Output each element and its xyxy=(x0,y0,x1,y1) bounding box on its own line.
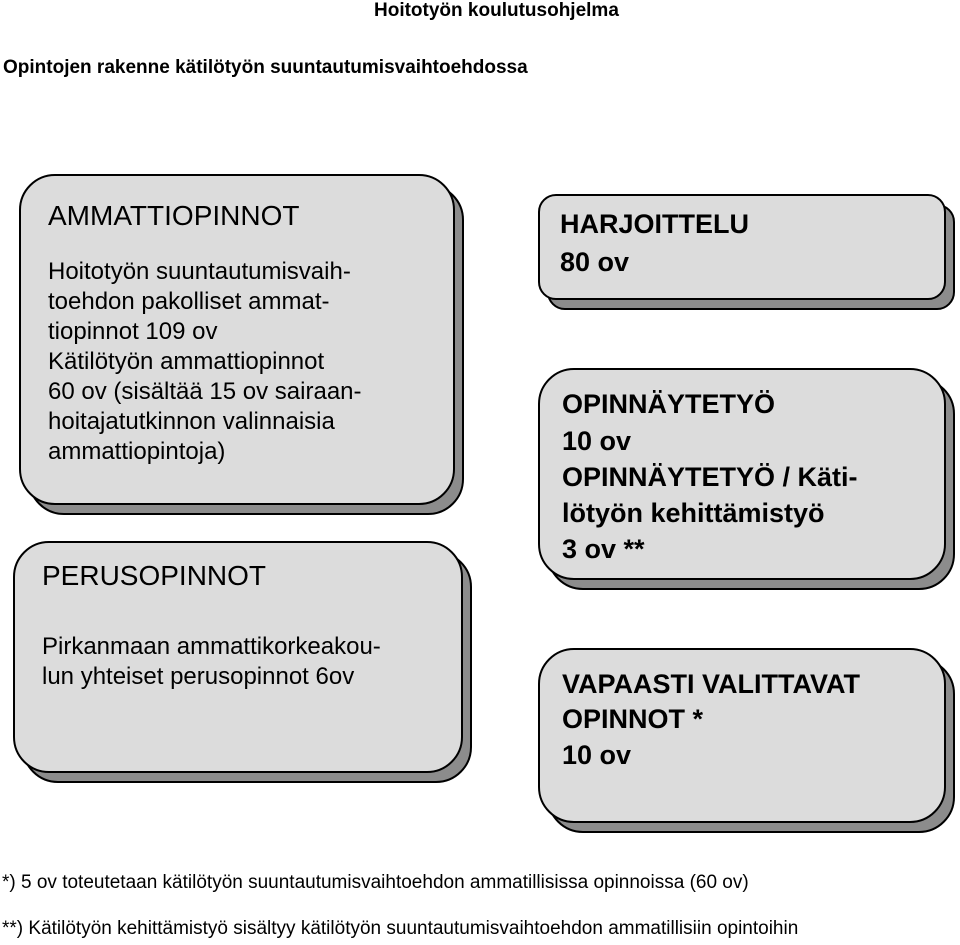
harjoittelu-box xyxy=(538,194,946,300)
vapaasti-line-2: OPINNOT * xyxy=(562,704,704,734)
perusopinnot-heading: PERUSOPINNOT xyxy=(42,560,267,591)
ammattiopinnot-line-5: 60 ov (sisältää 15 ov sairaan- xyxy=(48,378,362,405)
page-title: Hoitotyön koulutusohjelma xyxy=(374,0,619,21)
footnote-1: *) 5 ov toteutetaan kätilötyön suuntautumisvaihtoehdon ammatillisissa opinnoissa (60 ov) xyxy=(2,872,749,893)
ammattiopinnot-line-3: tiopinnot 109 ov xyxy=(48,318,218,345)
ammattiopinnot-heading: AMMATTIOPINNOT xyxy=(48,200,300,231)
opinnaytetyo-line-5: 3 ov ** xyxy=(562,534,645,564)
ammattiopinnot-line-7: ammattiopintoja) xyxy=(48,438,226,465)
opinnaytetyo-line-1: OPINNÄYTETYÖ xyxy=(562,389,776,419)
ammattiopinnot-box xyxy=(19,174,455,505)
opinnaytetyo-line-4: lötyön kehittämistyö xyxy=(562,498,825,528)
opinnaytetyo-line-2: 10 ov xyxy=(562,426,632,456)
ammattiopinnot-line-6: hoitajatutkinnon valinnaisia xyxy=(48,408,335,435)
opinnaytetyo-line-3: OPINNÄYTETYÖ / Käti- xyxy=(562,462,858,492)
ammattiopinnot-line-4: Kätilötyön ammattiopinnot xyxy=(48,348,325,375)
perusopinnot-line-2: lun yhteiset perusopinnot 6ov xyxy=(42,663,355,690)
vapaasti-line-3: 10 ov xyxy=(562,740,632,770)
ammattiopinnot-line-2: toehdon pakolliset ammat- xyxy=(48,288,330,315)
ammattiopinnot-line-1: Hoitotyön suuntautumisvaih- xyxy=(48,258,351,285)
harjoittelu-line-2: 80 ov xyxy=(560,247,630,277)
harjoittelu-line-1: HARJOITTELU xyxy=(560,209,749,239)
perusopinnot-box xyxy=(13,541,463,773)
vapaasti-line-1: VAPAASTI VALITTAVAT xyxy=(562,669,860,699)
footnote-2: **) Kätilötyön kehittämistyö sisältyy kätilötyön suuntautumisvaihtoehdon ammatillisiin opintoihin xyxy=(2,918,799,939)
opinnaytetyo-box xyxy=(538,368,946,580)
perusopinnot-line-1: Pirkanmaan ammattikorkeakou- xyxy=(42,633,381,660)
vapaasti-valittavat-box xyxy=(538,648,946,823)
page-subtitle: Opintojen rakenne kätilötyön suuntautumisvaihtoehdossa xyxy=(3,57,528,78)
